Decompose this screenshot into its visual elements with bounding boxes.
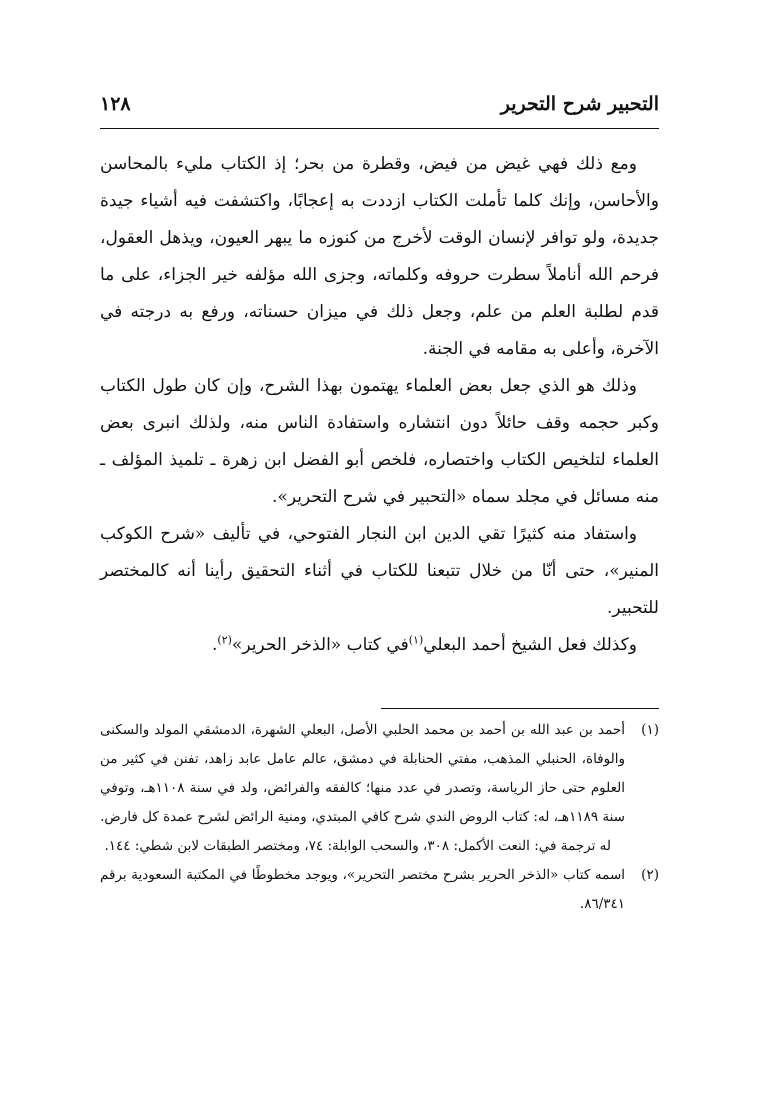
- footnote-1: [100, 716, 659, 861]
- footnote-ref-1[interactable]: (١): [408, 633, 424, 647]
- footnote-ref-2[interactable]: (٢): [217, 633, 232, 647]
- footnote-1-text: أحمد بن عبد الله بن أحمد بن محمد الحلبي الأصل، البعلي الشهرة، الدمشقي المولد والسكنى والوفاة، الحنبلي المذهب، مفتي الحنابلة في دمشق، عالم عامل عابد زاهد، تفنن في كثير من العلوم حتى حاز الرياسة، وتصدر في عدد منها؛ كالفقه والفرائض، ولد في سنة ١١٠٨هـ، وتوفي سنة ١١٨٩هـ، له: كتاب الروض الندي شرح كافي المبتدي، ومنية الرائض لشرح عمدة كل فارض.: [100, 722, 625, 825]
- main-text: [100, 146, 659, 664]
- header-divider: [100, 128, 659, 129]
- footnote-1-sources: له ترجمة في: النعت الأكمل: ٣٠٨، والسحب الوابلة: ٧٤، ومختصر الطبقات لابن شطي: ١٤٤.: [104, 838, 611, 854]
- page-number: ١٢٨: [100, 93, 131, 115]
- footnote-2: [100, 861, 659, 919]
- page-header: [100, 93, 659, 115]
- paragraph-4-middle: في كتاب «الذخر الحرير»: [231, 635, 409, 655]
- paragraph-1: ومع ذلك فهي غيض من فيض، وقطرة من بحر؛ إذ الكتاب مليء بالمحاسن والأحاسن، وإنك كلما تأملت الكتاب ازددت به إعجابًا، واكتشفت فيه أشياء جيدة جديدة، ولو توافر لإنسان الوقت لأخرج من كنوزه ما يبهر العيون، ويذهل العقول، فرحم الله أناملاً سطرت حروفه وكلماته، وجزى الله مؤلفه خير الجزاء، على ما قدم لطلبة العلم من علم، وجعل ذلك في ميزان حسناته، ورفع به درجته في الآخرة، وأعلى به مقامه في الجنة.: [100, 154, 659, 359]
- footnote-2-text: اسمه كتاب «الذخر الحرير بشرح مختصر التحرير»، ويوجد مخطوطًا في المكتبة السعودية برقم ٨٦/٣٤١.: [100, 867, 625, 912]
- footnotes: [100, 716, 659, 919]
- paragraph-2: وذلك هو الذي جعل بعض العلماء يهتمون بهذا الشرح، وإن كان طول الكتاب وكبر حجمه وقف حائلاً دون انتشاره واستفادة الناس منه، ولذلك انبرى بعض العلماء لتلخيص الكتاب واختصاره، فلخص أبو الفضل ابن زهرة ـ تلميذ المؤلف ـ منه مسائل في مجلد سماه «التحبير في شرح التحرير».: [100, 376, 659, 507]
- paragraph-4: [100, 627, 659, 664]
- paragraph-4-start: وكذلك فعل الشيخ أحمد البعلي: [423, 635, 637, 655]
- footnote-divider: [381, 708, 659, 709]
- footnote-2-number: (٢): [641, 867, 659, 883]
- footnote-1-number: (١): [641, 722, 659, 738]
- paragraph-3: واستفاد منه كثيرًا تقي الدين ابن النجار الفتوحي، في تأليف «شرح الكوكب المنير»، حتى أنّا من خلال تتبعنا للكتاب في أثناء التحقيق رأينا أنه كالمختصر للتحبير.: [100, 524, 659, 618]
- running-title: التحبير شرح التحرير: [500, 93, 659, 115]
- paragraph-4-end: .: [212, 635, 218, 655]
